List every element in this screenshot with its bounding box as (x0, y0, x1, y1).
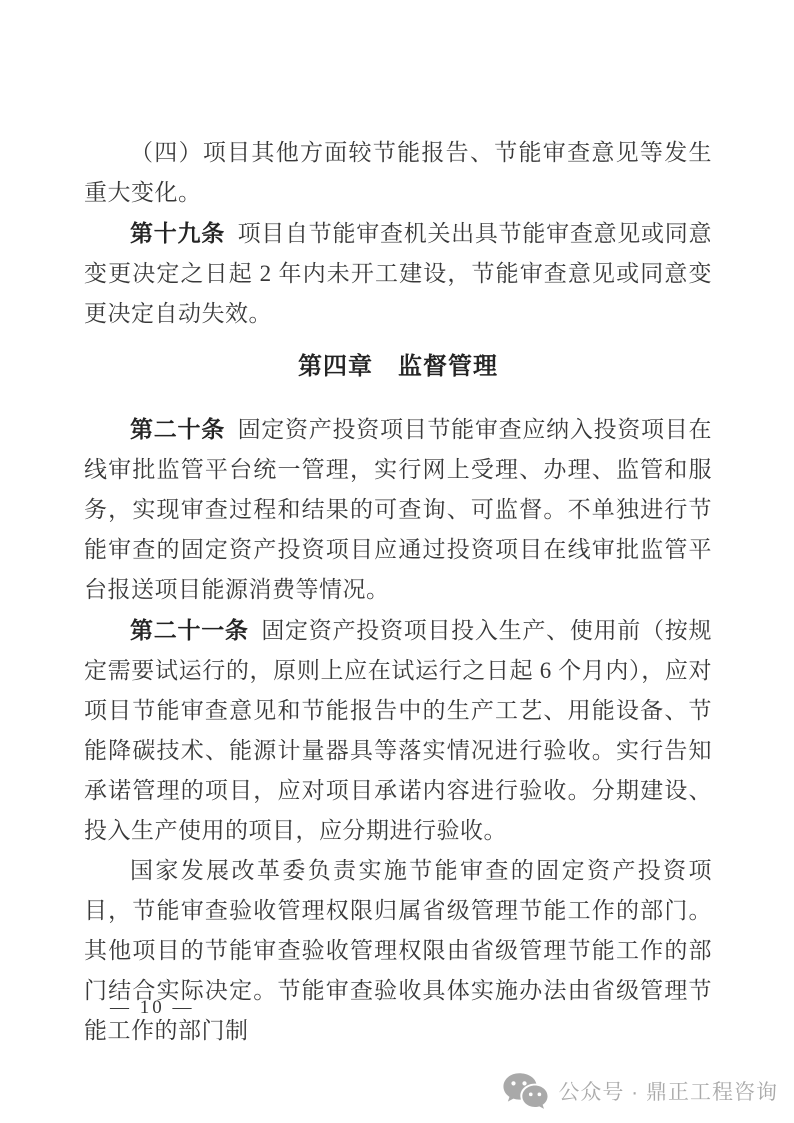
paragraph-text: （四）项目其他方面较节能报告、节能审查意见等发生重大变化。 (84, 140, 712, 205)
footer-watermark (502, 1070, 778, 1112)
paragraph-clause-4 (84, 133, 712, 213)
paragraph-text: 项目自节能审查机关出具节能审查意见或同意变更决定之日起 2 年内未开工建设，节能审查意见或同意变更决定自动失效。 (84, 221, 713, 326)
article-20-label: 第二十条 (130, 416, 225, 442)
paragraph-article-20 (84, 409, 712, 610)
paragraph-article-21 (84, 610, 712, 851)
paragraph-ndrc-acceptance (84, 851, 712, 1051)
paragraph-text: 固定资产投资项目投入生产、使用前（按规定需要试运行的，原则上应在试运行之日起 6 个月内），应对项目节能审查意见和节能报告中的生产工艺、用能设备、节能降碳技术、能源计量器具等落实情况进行验收。实行告知承诺管理的项目，应对项目承诺内容进行验收。分期建设、投入生产使用的项目，应分期进行验收。 (84, 618, 713, 843)
article-19-label: 第十九条 (130, 220, 225, 246)
wechat-icon (502, 1071, 548, 1111)
chapter-heading: 第四章 监督管理 (298, 353, 498, 380)
paragraph-article-19 (84, 213, 712, 334)
paragraph-text: 固定资产投资项目节能审查应纳入投资项目在线审批监管平台统一管理，实行网上受理、办理、监管和服务，实现审查过程和结果的可查询、可监督。不单独进行节能审查的固定资产投资项目应通过投资项目在线审批监管平台报送项目能源消费等情况。 (84, 417, 713, 602)
document-body (84, 133, 712, 1051)
article-21-label: 第二十一条 (130, 617, 249, 643)
paragraph-text: 国家发展改革委负责实施节能审查的固定资产投资项目，节能审查验收管理权限归属省级管理节能工作的部门。其他项目的节能审查验收管理权限由省级管理节能工作的部门结合实际决定。节能审查验收具体实施办法由省级管理节能工作的部门制 (84, 858, 712, 1043)
page-number: — 10 — (110, 997, 195, 1018)
watermark-text: 公众号 · 鼎正工程咨询 (558, 1081, 778, 1104)
